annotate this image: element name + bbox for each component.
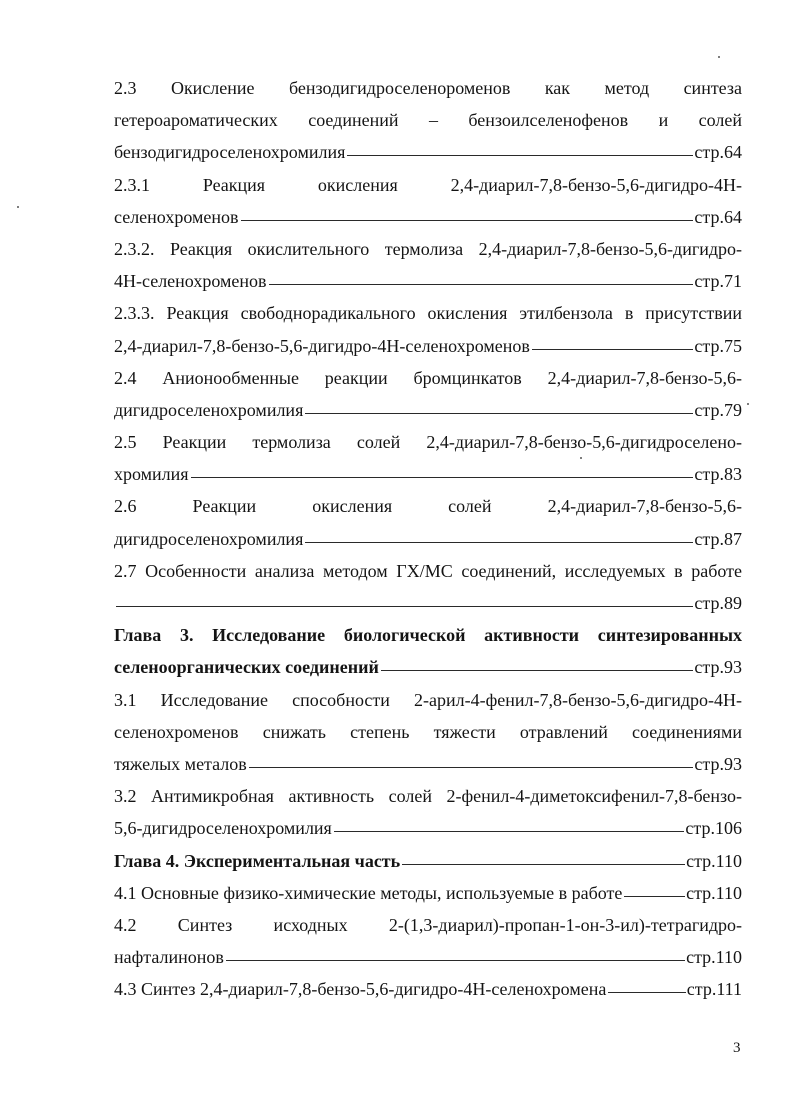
toc-line [114,233,742,265]
toc-page-ref: стр.71 [694,271,742,292]
dot-leader-line [191,458,694,478]
scan-speck [17,206,19,208]
toc-line [114,812,742,844]
toc-entry-text: 2.7 Особенности анализа методом ГХ/МС соединений, исследуемых в работе [114,560,742,581]
dot-leader-line [347,136,693,156]
toc-entry-text: 2.3.3. Реакция свободнорадикального окисления этилбензола в присутствии [114,303,742,324]
dot-leader-line [334,812,685,832]
dot-leader-line [305,394,693,414]
toc-line [114,523,742,555]
toc-entry-text: Глава 4. Экспериментальная часть [114,850,401,871]
toc-entry-ch3 [114,619,742,683]
dot-leader-line [402,845,685,865]
scan-speck [718,56,720,58]
toc-line [114,555,742,587]
dot-leader-line [381,651,694,671]
toc-page-ref: стр.64 [694,142,742,163]
toc-entry-text: 2,4-диарил-7,8-бензо-5,6-дигидро-4Н-селенохроменов [114,335,530,356]
toc-entry-text: селеноорганических соединений [114,657,379,678]
toc-entry-text: селенохроменов снижать степень тяжести отравлений соединениями [114,721,742,742]
toc-line [114,136,742,168]
toc-line [114,490,742,522]
toc-entry-text: 4Н-селенохроменов [114,271,267,292]
scan-speck [580,457,582,459]
toc-line [114,458,742,490]
toc-entry-text: тяжелых металов [114,753,247,774]
toc-line [114,845,742,877]
toc-line [114,426,742,458]
toc-entry-text: 3.2 Антимикробная активность солей 2-фенил-4-диметоксифенил-7,8-бензо- [114,786,742,807]
toc-entry-2-3-1 [114,169,742,233]
toc-line [114,877,742,909]
toc-line [114,716,742,748]
toc-line [114,941,742,973]
toc-entry-text: нафталинонов [114,947,224,968]
toc-line [114,265,742,297]
toc-line [114,909,742,941]
toc-page-ref: стр.110 [686,882,742,903]
toc-entry-4-2 [114,909,742,973]
toc-entry-text: 2.4 Анионообменные реакции бромцинкатов 2,4-диарил-7,8-бензо-5,6- [114,367,742,388]
dot-leader-line [116,587,693,607]
toc-entry-text: 2.3 Окисление бензодигидроселенороменов как метод синтеза [114,78,742,98]
toc-entry-text: 4.2 Синтез исходных 2-(1,3-диарил)-пропан-1-он-3-ил)-тетрагидро- [114,914,742,935]
toc-entry-text: гетероароматических соединений – бензоилселенофенов и солей [114,110,742,131]
toc-line [114,619,742,651]
toc-page-ref: стр.106 [685,818,742,839]
dot-leader-line [226,941,685,961]
dot-leader-line [305,523,693,543]
toc-entry-2-6 [114,490,742,554]
dot-leader-line [608,973,685,993]
toc-entry-text: дигидроселенохромилия [114,399,304,420]
toc-line [114,394,742,426]
dot-leader-line [249,748,694,768]
toc-page-ref: стр.83 [694,464,742,485]
toc-entry-ch4 [114,845,742,877]
toc-line [114,973,742,1005]
toc-entry-text: дигидроселенохромилия [114,528,304,549]
toc-line [114,748,742,780]
dot-leader-line [532,330,694,350]
toc-page-ref: стр.75 [694,335,742,356]
toc-entry-text: 5,6-дигидроселенохромилия [114,818,332,839]
toc-entry-text: 2.3.1 Реакция окисления 2,4-диарил-7,8-бензо-5,6-дигидро-4Н- [114,174,742,195]
toc-page-ref: стр.87 [694,528,742,549]
toc-entry-text: 3.1 Исследование способности 2-арил-4-фенил-7,8-бензо-5,6-дигидро-4Н- [114,689,742,710]
toc-entry-2-3 [114,72,742,169]
toc-line [114,169,742,201]
toc-entry-text: 4.3 Синтез 2,4-диарил-7,8-бензо-5,6-дигидро-4Н-селенохромена [114,979,607,1000]
toc-entry-text: селенохроменов [114,206,239,227]
toc-entry-text: 2.3.2. Реакция окислительного термолиза 2,4-диарил-7,8-бензо-5,6-дигидро- [114,238,742,259]
toc-page-ref: стр.111 [686,979,742,1000]
toc-page-ref: стр.93 [694,657,742,678]
toc-line [114,587,742,619]
dot-leader-line [624,877,685,897]
dot-leader-line [241,201,694,221]
toc-entry-4-3 [114,973,742,1005]
toc-entry-2-3-2 [114,233,742,297]
toc-line [114,684,742,716]
toc-entry-3-1 [114,684,742,781]
toc-line [114,201,742,233]
page-number: 3 [733,1040,741,1056]
toc-line [114,651,742,683]
toc-page-ref: стр.79 [694,399,742,420]
toc-entry-2-7 [114,555,742,619]
toc-line [114,104,742,136]
toc-page-ref: стр.93 [694,753,742,774]
toc-line [114,72,742,104]
toc-page-ref: стр.89 [694,593,742,613]
scan-speck [747,403,749,405]
toc-entry-text: 4.1 Основные физико-химические методы, используемые в работе [114,882,623,903]
toc-page-ref: стр.64 [694,206,742,227]
toc-line [114,362,742,394]
toc-line [114,330,742,362]
toc-entry-2-5 [114,426,742,490]
toc-page-ref: стр.110 [686,947,742,968]
toc-page-ref: стр.110 [686,850,742,871]
toc-entry-text: бензодигидроселенохромилия [114,142,346,163]
toc-entry-2-3-3 [114,297,742,361]
toc-entry-4-1 [114,877,742,909]
toc-entry-text: 2.5 Реакции термолиза солей 2,4-диарил-7,8-бензо-5,6-дигидроселено- [114,432,742,453]
toc-entry-text: 2.6 Реакции окисления солей 2,4-диарил-7,8-бензо-5,6- [114,496,742,517]
toc-entry-text: Глава 3. Исследование биологической активности синтезированных [114,625,742,646]
toc-entry-3-2 [114,780,742,844]
toc-entry-text: хромилия [114,464,189,485]
dot-leader-line [269,265,694,285]
toc-entry-2-4 [114,362,742,426]
toc-line [114,297,742,329]
toc-line [114,780,742,812]
table-of-contents [114,72,742,1005]
